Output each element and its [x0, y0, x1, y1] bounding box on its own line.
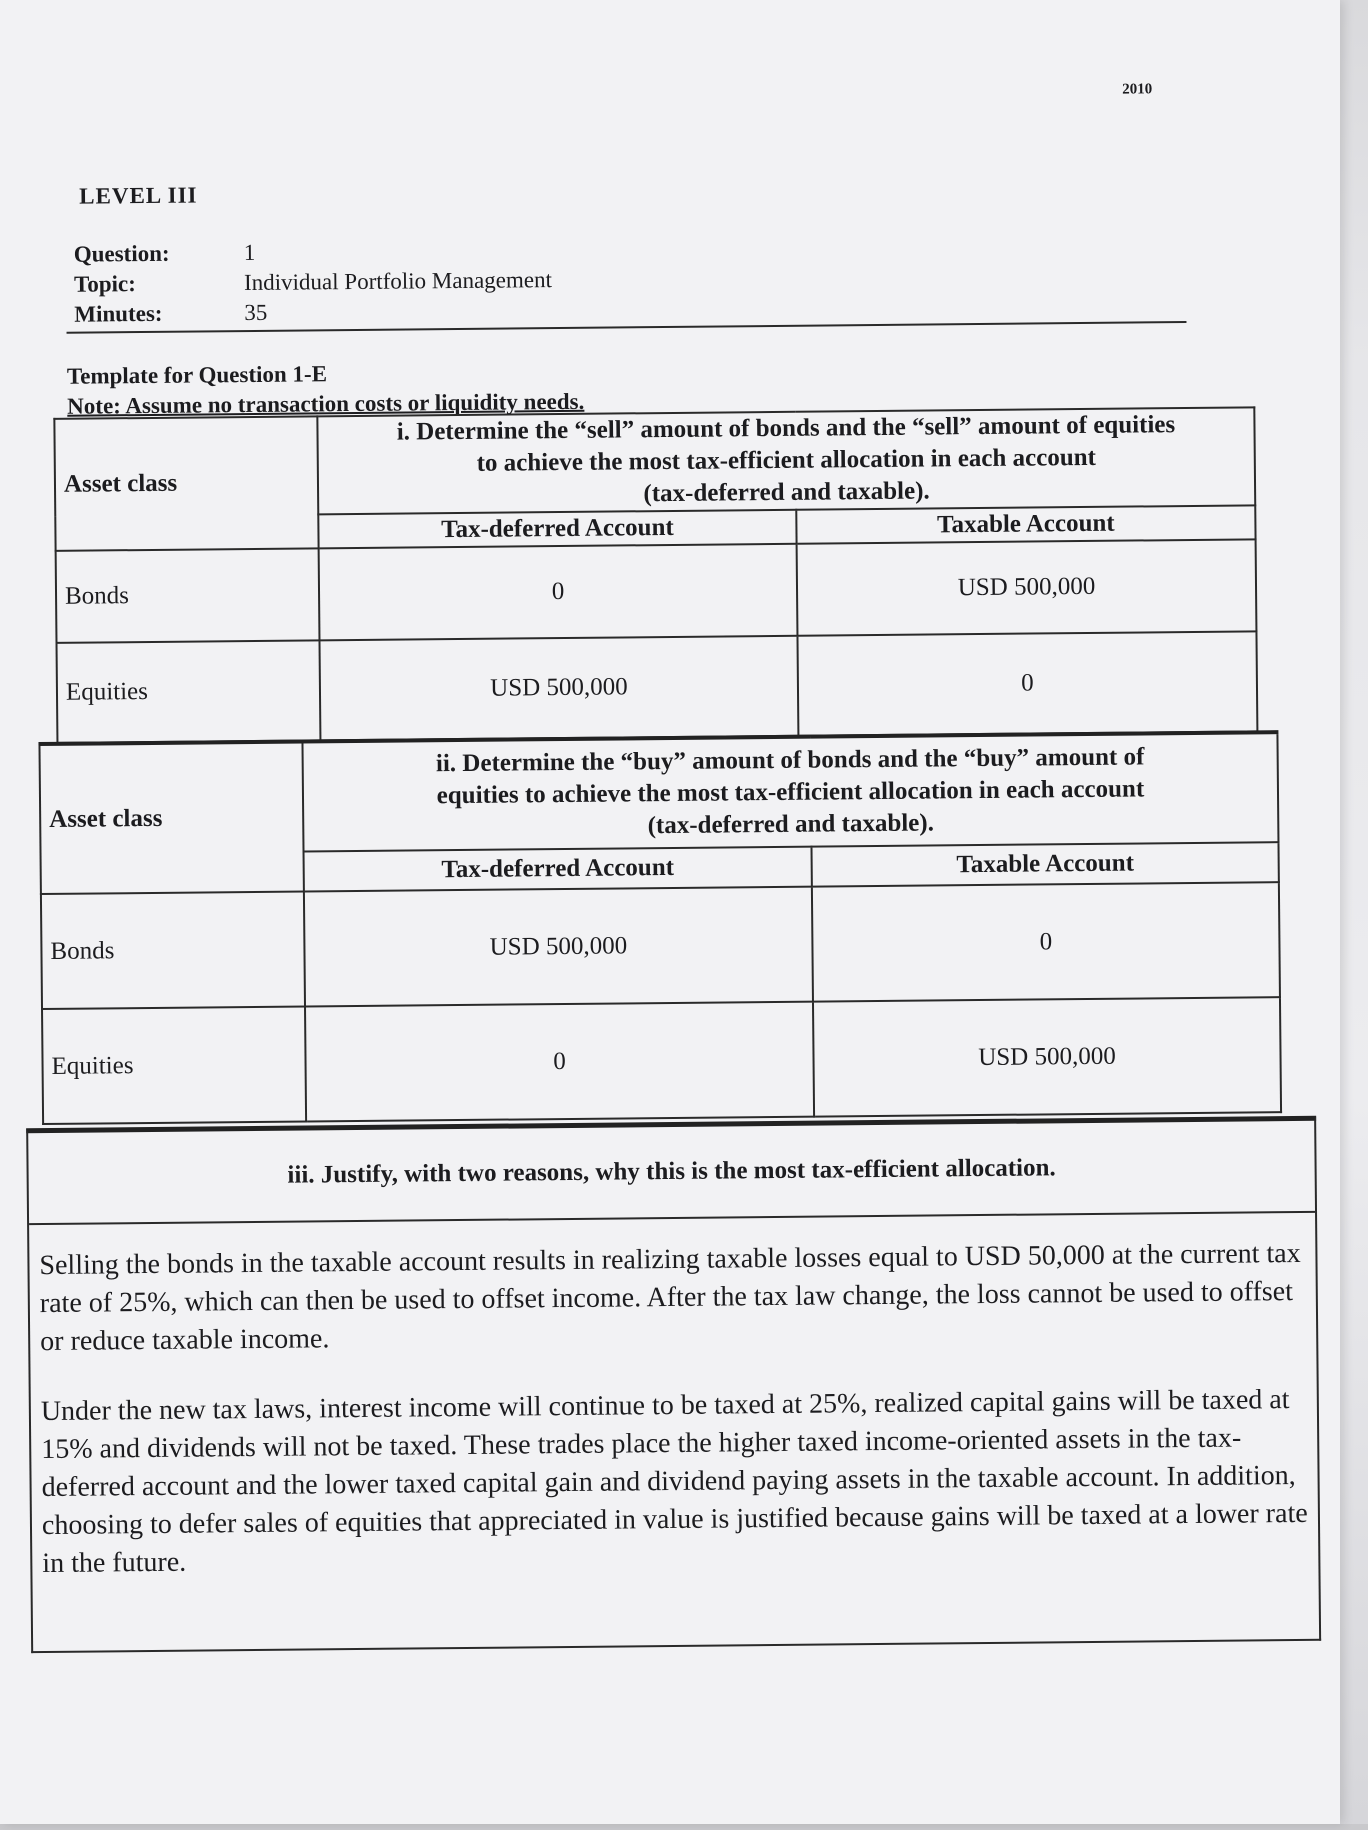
part-i-prompt [317, 407, 1255, 514]
bonds-taxable-value: USD 500,000 [797, 539, 1257, 635]
tax-deferred-column-header: Tax-deferred Account [318, 510, 796, 549]
question-row [74, 235, 552, 270]
question-meta [74, 235, 553, 330]
level-heading: LEVEL III [79, 182, 198, 209]
justification-box [26, 1116, 1321, 1653]
part-i-prompt-line3: (tax-deferred and taxable). [643, 477, 930, 508]
question-value: 1 [243, 239, 256, 266]
template-note: Note: Assume no transaction costs or liquidity needs. [67, 388, 585, 419]
equities-taxable-value: 0 [797, 631, 1257, 735]
table-row [41, 882, 1280, 1009]
asset-bonds: Bonds [41, 892, 305, 1010]
bonds-tax-deferred-value: USD 500,000 [304, 887, 813, 1007]
part-i-prompt-line2: to achieve the most tax-efficient allocation in each account [476, 443, 1097, 477]
equities-taxable-value: USD 500,000 [813, 997, 1281, 1116]
answer-paragraph-1: Selling the bonds in the taxable account results in realizing taxable losses equal to USD 50,000 at the current tax rate of 25%, which can then be used to offset income. After the tax law change, the loss cannot be used to offset or reduce taxable income. [39, 1237, 1301, 1358]
part-i-prompt-line1: i. Determine the “sell” amount of bonds and the “sell” amount of equities [396, 411, 1176, 446]
answer-paragraph-2: Under the new tax laws, interest income will continue to be taxed at 25%, realized capital gains will be taxed at 15% and dividends will not be taxed. These trades place the higher taxed income-oriented assets in the tax-deferred account and the lower taxed capital gain and dividend paying assets in the taxable account. In addition, choosing to defer sales of equities that appreciated in value is justified because gains will be taxed at a lower rate in the future. [40, 1384, 1308, 1580]
topic-row [74, 265, 552, 300]
minutes-value: 35 [244, 299, 268, 326]
table-row [56, 539, 1257, 643]
bonds-taxable-value: 0 [812, 882, 1280, 1001]
taxable-column-header: Taxable Account [811, 842, 1278, 886]
table-row [57, 631, 1258, 743]
part-iii-prompt: iii. Justify, with two reasons, why this is the most tax-efficient allocation. [28, 1121, 1315, 1225]
minutes-row [74, 295, 552, 330]
topic-value: Individual Portfolio Management [243, 267, 553, 296]
template-title: Template for Question 1-E [66, 361, 328, 389]
question-label: Question: [73, 240, 170, 267]
part-ii-prompt-line3: (tax-deferred and taxable). [647, 808, 935, 839]
part-ii-prompt-line2: equities to achieve the most tax-efficient allocation in each account [436, 774, 1145, 809]
justification-answer [29, 1213, 1318, 1583]
asset-class-header: Asset class [54, 416, 318, 551]
asset-equities: Equities [57, 640, 321, 743]
part-ii-prompt [302, 732, 1278, 851]
table-row [42, 997, 1281, 1124]
equities-tax-deferred-value: USD 500,000 [319, 636, 798, 741]
taxable-column-header: Taxable Account [796, 505, 1255, 543]
asset-equities: Equities [42, 1007, 306, 1125]
asset-class-header: Asset class [39, 742, 303, 895]
asset-bonds: Bonds [56, 548, 320, 643]
part-ii-prompt-line1: ii. Determine the “buy” amount of bonds and the “buy” amount of [435, 742, 1145, 777]
topic-label: Topic: [73, 271, 136, 297]
sell-amount-table [53, 406, 1258, 744]
buy-amount-table [38, 730, 1282, 1125]
year-label: 2010 [1122, 81, 1153, 98]
equities-tax-deferred-value: 0 [305, 1002, 814, 1122]
tax-deferred-column-header: Tax-deferred Account [304, 847, 812, 892]
bonds-tax-deferred-value: 0 [319, 544, 798, 641]
template-heading [67, 357, 585, 422]
minutes-label: Minutes: [74, 300, 163, 327]
